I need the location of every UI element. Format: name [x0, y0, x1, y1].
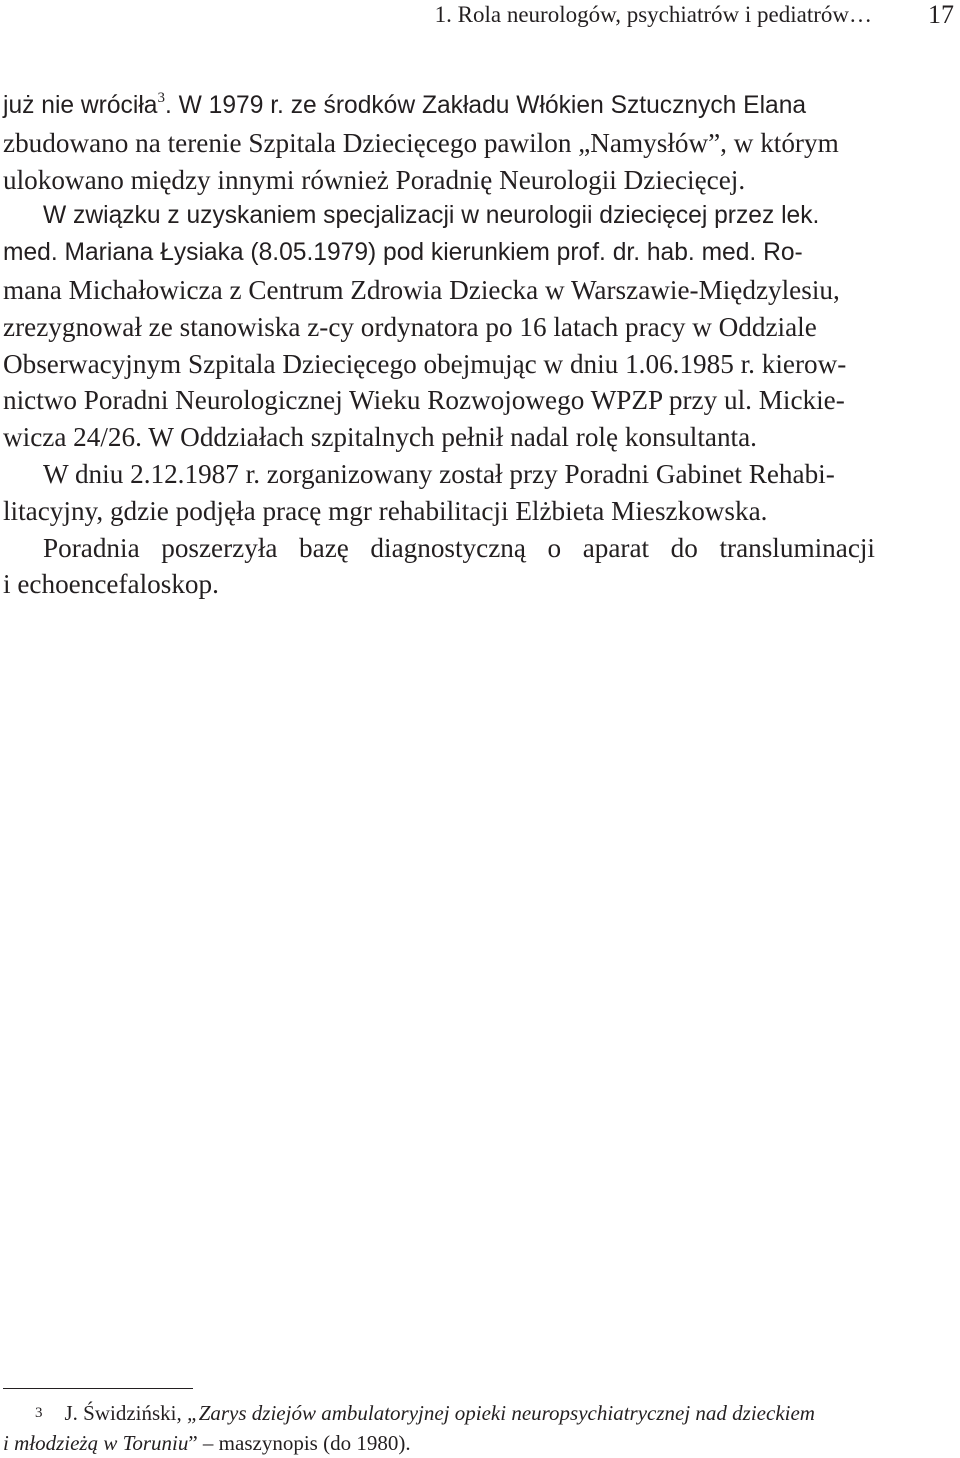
footnote-title-continued: i młodzieżą w Toruniu — [3, 1431, 189, 1455]
running-header — [0, 2, 960, 36]
text-line: ulokowano między innymi również Poradnię Neurologii Dziecięcej. — [3, 164, 746, 195]
text-line: zrezygnował ze stanowiska z-cy ordynatora po 16 latach pracy w Oddziale — [3, 311, 817, 342]
text-line: med. Mariana Łysiaka (8.05.1979) pod kierunkiem prof. dr. hab. med. Ro- — [3, 239, 803, 267]
text-line: mana Michałowicza z Centrum Zdrowia Dziecka w Warszawie-Międzylesiu, — [3, 274, 840, 305]
footnote-reference: 3 — [157, 90, 165, 106]
text-line: Obserwacyjnym Szpitala Dziecięcego obejmując w dniu 1.06.1985 r. kierow- — [3, 348, 847, 379]
text-line: litacyjny, gdzie podjęła pracę mgr rehabilitacji Elżbieta Mieszkowska. — [3, 495, 768, 526]
chapter-title: 1. Rola neurologów, psychiatrów i pediatrów… — [434, 2, 872, 27]
body-text — [3, 86, 875, 603]
page-number: 17 — [928, 0, 954, 29]
footnote-divider — [3, 1388, 193, 1389]
text-line: wicza 24/26. W Oddziałach szpitalnych pełnił nadal rolę konsultanta. — [3, 422, 757, 453]
footnote-author: J. Świdziński, — [64, 1401, 188, 1425]
text-line: W związku z uzyskaniem specjalizacji w neurologii dziecięcej przez lek. — [43, 202, 820, 230]
text-line: i echoencefaloskop. — [3, 569, 219, 600]
footnote-line — [3, 1398, 875, 1428]
footnote-line — [3, 1428, 875, 1458]
text-line: już nie wróciła$^3$. W 1979 r. ze środków Zakładu Włókien Sztucznych Elana — [3, 90, 807, 119]
text-line: zbudowano na terenie Szpitala Dziecięcego pawilon „Namysłów”, w którym — [3, 127, 839, 158]
footnote-rest: ” – maszynopis (do 1980). — [188, 1431, 411, 1455]
footnote — [3, 1398, 875, 1458]
text-line: W dniu 2.12.1987 r. zorganizowany został przy Poradni Gabinet Rehabi- — [43, 458, 835, 489]
footnote-title: „Zarys dziejów ambulatoryjnej opieki neuropsychiatrycznej nad dzieckiem — [187, 1401, 815, 1425]
text-line: Poradnia poszerzyła bazę diagnostyczną o aparat do transluminacji — [43, 532, 875, 563]
footnote-marker: 3 — [35, 1405, 43, 1421]
text-line: nictwo Poradni Neurologicznej Wieku Rozwojowego WPZP przy ul. Mickie- — [3, 385, 845, 416]
